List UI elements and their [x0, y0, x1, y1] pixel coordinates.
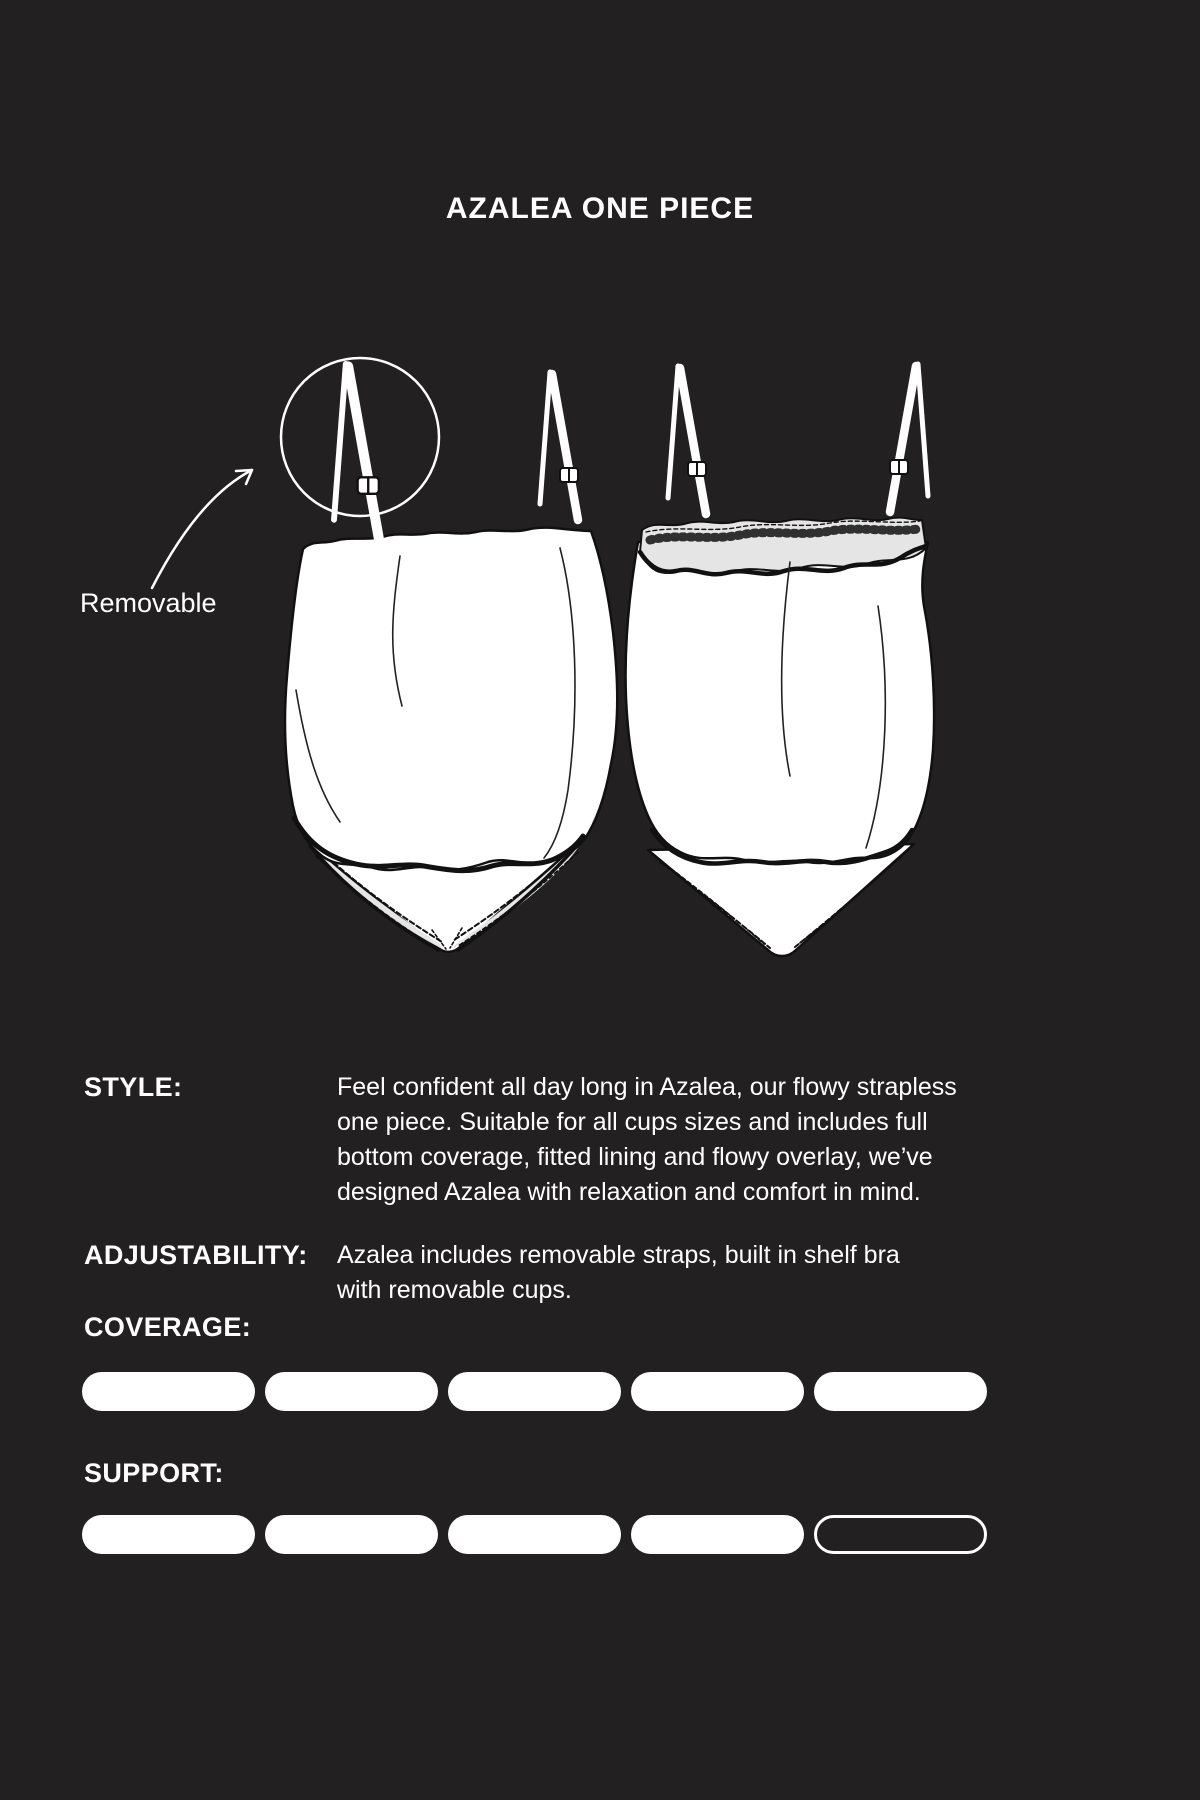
rating-pill-filled — [631, 1372, 804, 1411]
page-title: AZALEA ONE PIECE — [445, 192, 755, 225]
rating-pill-filled — [82, 1515, 255, 1554]
rating-pill-filled — [814, 1372, 987, 1411]
rating-pill-filled — [631, 1515, 804, 1554]
adjustability-section-label: ADJUSTABILITY: — [84, 1240, 308, 1270]
coverage-rating — [82, 1372, 987, 1411]
callout-arrow — [152, 470, 252, 588]
style-section-label: STYLE: — [84, 1072, 183, 1102]
back-view-drawing — [626, 364, 935, 956]
rating-pill-filled — [265, 1372, 438, 1411]
support-rating — [82, 1515, 987, 1554]
callout-circle — [281, 358, 439, 539]
rating-pill-filled — [448, 1372, 621, 1411]
rating-pill-filled — [265, 1515, 438, 1554]
adjustability-section-text: Azalea includes removable straps, built in shelf bra with removable cups. — [337, 1241, 900, 1304]
front-view-drawing — [285, 372, 617, 952]
style-section-text: Feel confident all day long in Azalea, our flowy strapless one piece. Suitable for all cups sizes and includes full bottom coverage, fitted lining and flowy overlay, we’ve designed Azalea with relaxation and comfort in mind. — [337, 1073, 957, 1206]
rating-pill-filled — [448, 1515, 621, 1554]
rating-pill-empty — [814, 1515, 987, 1554]
support-section-label: SUPPORT: — [84, 1458, 224, 1488]
coverage-section-label: COVERAGE: — [84, 1312, 252, 1342]
removable-strap-label: Removable — [80, 588, 217, 618]
rating-pill-filled — [82, 1372, 255, 1411]
